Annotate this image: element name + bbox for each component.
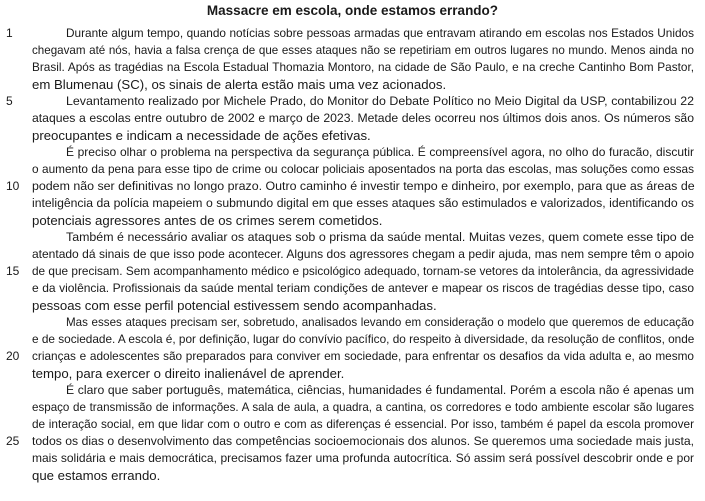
line-text: pessoas com esse perfil potencial estivessem sendo acompanhadas. (32, 298, 437, 313)
line-text: atentado dá sinais de que isso pode acontecer. Alguns dos agressores chegam a pedir ajuda, mas nem sempre têm o apoio (32, 247, 694, 261)
line-text: e da violência. Profissionais da saúde mental teriam condições de antever e mapear os riscos de tragédias desse tipo, caso (32, 281, 694, 295)
line-text: Brasil. Após as tragédias na Escola Estadual Thomazia Montoro, na cidade de São Paulo, e na creche Cantinho Bom Pastor, (32, 60, 694, 74)
line-text: Levantamento realizado por Michele Prado, do Monitor do Debate Político no Meio Digital da USP, contabilizou 22 (66, 94, 694, 108)
line-text: Também é necessário avaliar os ataques sob o prisma da saúde mental. Muitas vezes, quem comete esse tipo de (66, 230, 694, 244)
line-text: o aumento da pena para esse tipo de crime ou colocar policiais aposentados na porta das escolas, mas soluções como essas (32, 162, 694, 176)
line-text: inteligência da polícia mapeiem o submundo digital em que esses ataques são estimulados e valorizados, identificando os (32, 196, 694, 210)
line-text: ataques a escolas entre outubro de 2002 e março de 2023. Metade deles ocorreu nos últimos dois anos. Os números são (32, 111, 694, 125)
line-text: todos os dias o desenvolvimento das competências socioemocionais dos alunos. Se queremos uma sociedade mais justa, (32, 434, 694, 448)
line-text: É preciso olhar o problema na perspectiva da segurança pública. É compreensível agora, no olho do furacão, discutir (66, 145, 694, 159)
line-number: 5 (6, 94, 13, 108)
line-text: mais solidária e mais democrática, precisamos fazer uma profunda autocrítica. Só assim será possível descobrir onde e por (32, 451, 694, 465)
line-number: 15 (6, 264, 20, 278)
line-number: 10 (6, 179, 20, 193)
line-text: Durante algum tempo, quando notícias sobre pessoas armadas que entravam atirando em escolas nos Estados Unidos (66, 26, 694, 40)
line-number: 1 (6, 26, 13, 40)
line-text: preocupantes e indicam a necessidade de ações efetivas. (32, 128, 371, 143)
line-text: de que precisam. Sem acompanhamento médico e psicológico adequado, tornam-se vetores da intolerância, da agressividade (32, 264, 694, 278)
line-text: espaço de transmissão de informações. A sala de aula, a quadra, a cantina, os corredores e todo ambiente escolar são lugares (32, 401, 694, 414)
line-text: Mas esses ataques precisam ser, sobretudo, analisados levando em consideração o modelo que queremos de educação (66, 316, 694, 329)
line-text: É claro que saber português, matemática, ciências, humanidades é fundamental. Porém a escola não é apenas um (66, 383, 694, 397)
line-text: e de sociedade. A escola é, por definição, lugar do convívio pacífico, do respeito à diversidade, da resolução de conflitos, onde (32, 332, 695, 346)
line-text: podem não ser definitivas no longo prazo. Outro caminho é investir tempo e dinheiro, por exemplo, para que as áreas de (32, 179, 695, 193)
line-text: em Blumenau (SC), os sinais de alerta estão mais uma vez acionados. (32, 77, 447, 92)
line-text: potenciais agressores antes de os crimes serem cometidos. (32, 213, 383, 228)
line-text: que estamos errando. (32, 468, 161, 483)
line-text: chegavam até nós, havia a falsa crença de que esses ataques não se repetiriam em outros lugares no mundo. Menos ainda no (32, 44, 694, 57)
line-text: crianças e adolescentes são preparados para conviver em sociedade, para enfrentar os desafios da vida adulta e, ao mesmo (32, 349, 694, 363)
line-text: de interação social, em que lidar com o outro e com as diferenças é essencial. Por isso, também é papel da escola promover (32, 417, 694, 431)
line-number: 25 (6, 434, 20, 448)
line-text: tempo, para exercer o direito inalienável de aprender. (32, 366, 345, 381)
document-title: Massacre em escola, onde estamos errando? (206, 3, 499, 18)
line-number: 20 (6, 349, 20, 363)
